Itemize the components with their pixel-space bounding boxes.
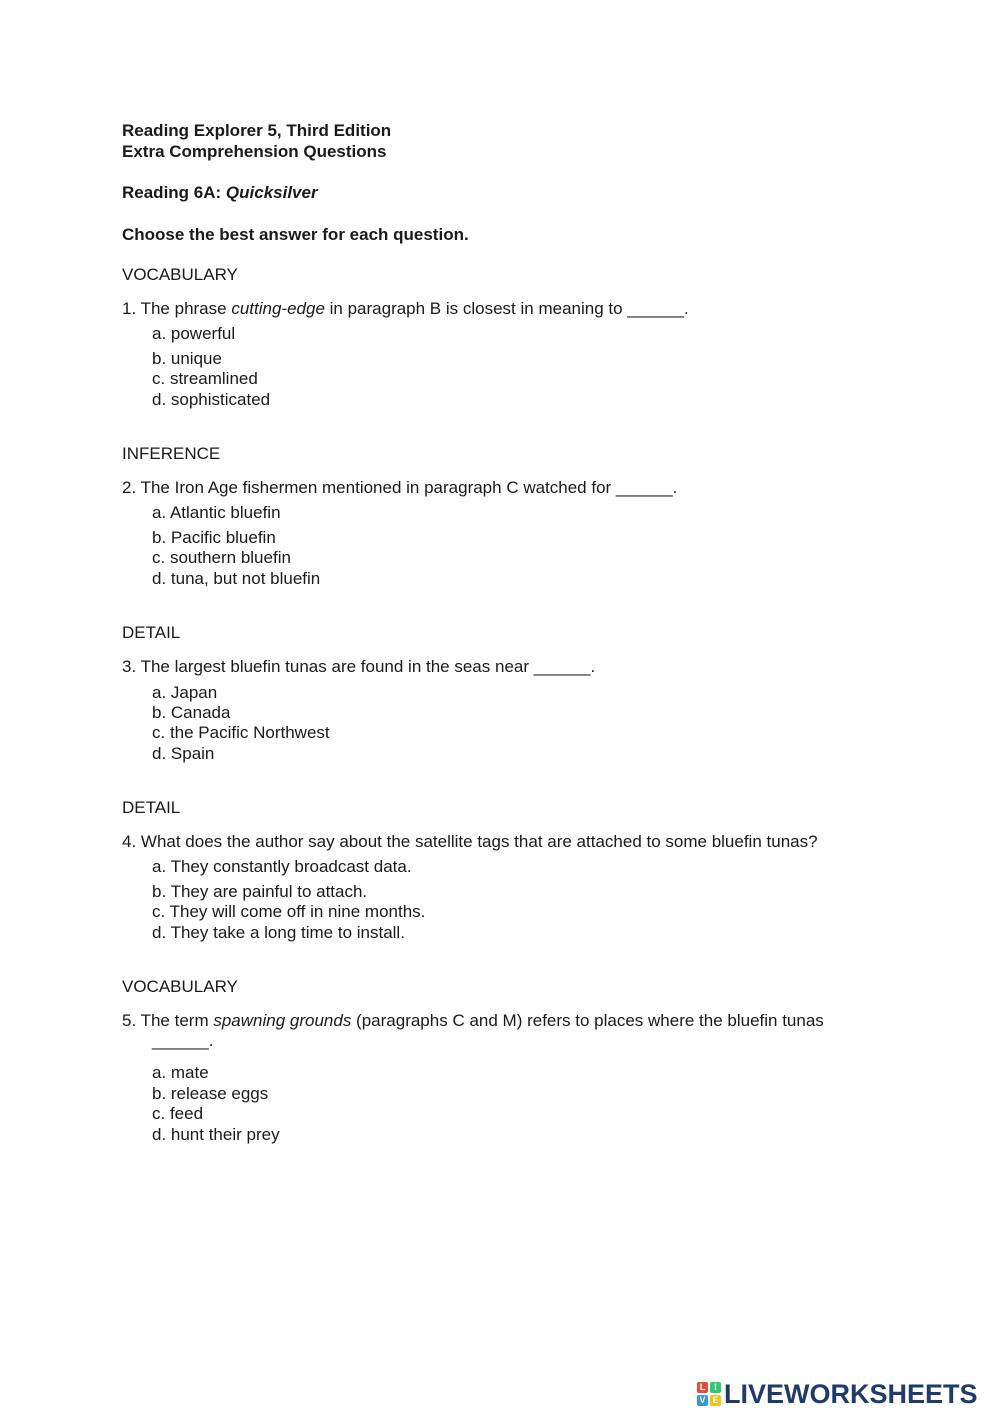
question-text: 3. The largest bluefin tunas are found in the seas near ______.: [122, 657, 596, 676]
answer-option[interactable]: a. powerful: [152, 324, 236, 343]
answer-option[interactable]: d. They take a long time to install.: [152, 923, 405, 942]
question-text: 4. What does the author say about the satellite tags that are attached to some bluefin tunas?: [122, 832, 818, 851]
question-text: [122, 1011, 824, 1031]
logo-blocks-icon: [697, 1382, 721, 1406]
question-category: DETAIL: [122, 623, 181, 642]
answer-option[interactable]: a. They constantly broadcast data.: [152, 857, 412, 876]
question-text: [122, 299, 689, 319]
reading-label: Reading 6A:: [122, 183, 226, 202]
answer-option[interactable]: c. feed: [152, 1104, 204, 1123]
answer-option[interactable]: a. Japan: [152, 683, 218, 702]
question-text-part: in paragraph B is closest in meaning to ______.: [324, 299, 689, 318]
logo-block: L: [697, 1382, 708, 1393]
logo-block: V: [697, 1395, 708, 1406]
answer-option[interactable]: b. release eggs: [152, 1084, 269, 1103]
liveworksheets-logo: [697, 1378, 978, 1410]
answer-option[interactable]: c. They will come off in nine months.: [152, 902, 426, 921]
worksheet-subtitle: Extra Comprehension Questions: [122, 142, 387, 161]
answer-option[interactable]: d. tuna, but not bluefin: [152, 569, 321, 588]
answer-option[interactable]: c. southern bluefin: [152, 548, 291, 567]
answer-option[interactable]: d. Spain: [152, 744, 215, 763]
question-text-part: 1. The phrase: [122, 299, 232, 318]
answer-option[interactable]: d. hunt their prey: [152, 1125, 280, 1144]
book-title: Reading Explorer 5, Third Edition: [122, 121, 392, 140]
answer-option[interactable]: a. Atlantic bluefin: [152, 503, 281, 522]
question-category: VOCABULARY: [122, 977, 238, 996]
reading-title: Quicksilver: [225, 183, 318, 202]
logo-text: LIVEWORKSHEETS: [724, 1379, 978, 1409]
answer-option[interactable]: a. mate: [152, 1063, 209, 1082]
question-category: INFERENCE: [122, 444, 221, 463]
answer-option[interactable]: b. unique: [152, 349, 222, 368]
question-text-part: (paragraphs C and M) refers to places where the bluefin tunas: [351, 1011, 824, 1030]
question-category: DETAIL: [122, 798, 181, 817]
answer-option[interactable]: d. sophisticated: [152, 390, 271, 409]
reading-heading: [122, 183, 318, 203]
question-text-part: 5. The term: [122, 1011, 214, 1030]
logo-block: I: [710, 1382, 721, 1393]
answer-option[interactable]: c. streamlined: [152, 369, 258, 388]
question-continuation: ______.: [152, 1031, 214, 1050]
answer-option[interactable]: c. the Pacific Northwest: [152, 723, 330, 742]
answer-option[interactable]: b. They are painful to attach.: [152, 882, 368, 901]
answer-option[interactable]: b. Pacific bluefin: [152, 528, 276, 547]
answer-option[interactable]: b. Canada: [152, 703, 231, 722]
question-text: 2. The Iron Age fishermen mentioned in paragraph C watched for ______.: [122, 478, 678, 497]
question-category: VOCABULARY: [122, 265, 238, 284]
question-emphasis: spawning grounds: [213, 1011, 352, 1030]
instructions: Choose the best answer for each question.: [122, 225, 469, 244]
question-emphasis: cutting-edge: [231, 299, 325, 318]
logo-block: E: [710, 1395, 721, 1406]
